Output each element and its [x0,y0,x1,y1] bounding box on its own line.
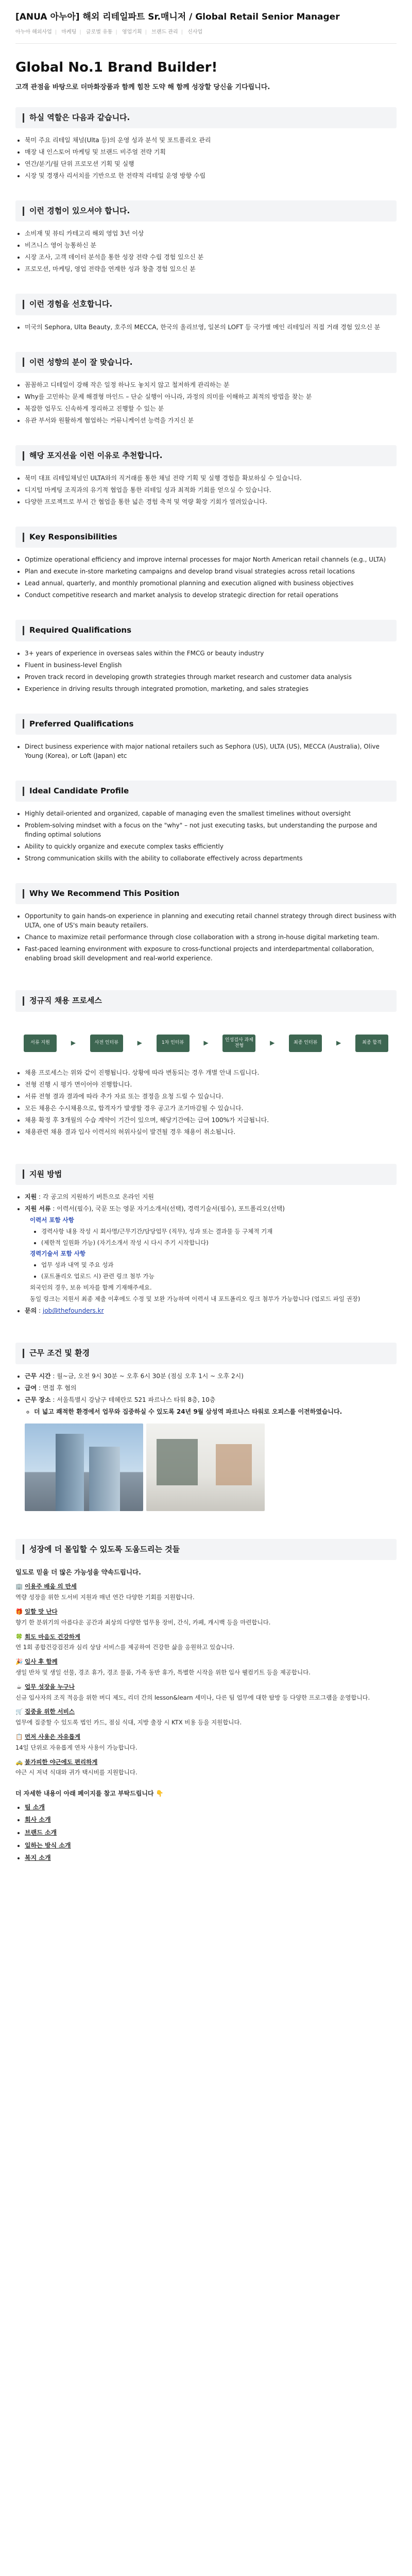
section-header [15,200,397,222]
section-required-qualifications [15,620,397,693]
list-item: • 채용 확정 후 3개월의 수습 계약이 기간이 있으며, 해당기간에는 급여 100%가 지급됩니다. [25,1115,397,1125]
section-title: 정규직 채용 프로세스 [29,996,102,1006]
benefit-text: 야근 시 저녁 식대와 귀가 택시비를 지원합니다. [15,1769,138,1776]
tag[interactable]: 마케팅 [61,29,77,35]
sub-list-item: 동일 링크는 지원서 최종 제출 이후에도 수정 및 보완 가능하며 이력서 내 포트폴리오 링크 첨부가 가능합니다 (업로드 파일 권장) [30,1295,360,1302]
office-building-photo [25,1423,143,1511]
sub-list-item: • 경력사항 내용 작성 시 회사명/근무기간/담당업무 (직무), 성과 또는 결과물 등 구체적 기재 [41,1227,397,1236]
section-role [15,107,397,180]
list-item: • 연간/분기/월 단위 프로모션 기획 및 실행 [25,159,397,168]
section-title: 이런 성향의 분이 잘 맞습니다. [29,357,133,367]
contact-email-link[interactable]: job@thefounders.kr [42,1307,104,1315]
list-item: • 디지털 마케팅 조직과의 유기적 협업을 통한 리테일 성과 최적화 기회를 얻으실 수 있습니다. [25,485,397,495]
section-header [15,1343,397,1364]
list-item: • 다양한 프로젝트로 부서 간 협업을 통한 넓은 경험 축적 및 역량 확장 기회가 열려있습니다. [25,497,397,506]
list-item: • Highly detail-oriented and organized, capable of managing even the smallest timelines without oversight [25,809,397,818]
tag-list: 아누아 해외사업 | 마케팅 | 글로벌 유통 | 영업기획 | 브랜드 관리 | 신사업 [15,28,397,44]
section-title: 근무 조건 및 환경 [29,1348,90,1358]
list-item: • Ability to quickly organize and execute complex tasks efficiently [25,842,397,851]
list-item: • 3+ years of experience in overseas sales within the FMCG or beauty industry [25,649,397,658]
benefit-text: 신규 입사자의 조직 적응을 위한 버디 제도, 리더 간의 lesson&learn 세미나, 다른 팀 업무에 대한 탐방 등 다양한 프로그램을 운영합니다. [15,1693,370,1701]
item-text: 이력서(필수), 국문 또는 영문 자기소개서(선택), 경력기술서(필수), 포트폴리오(선택) [57,1205,285,1212]
sub-list-item: 외국인의 경우, 보유 비자를 함께 기재해주세요. [30,1283,152,1291]
tag[interactable]: 글로벌 유통 [85,29,113,35]
benefit-text: 생일 반차 및 생일 선물, 경조 휴가, 경조 물품, 가족 동반 휴가, 특별한 시작을 위한 입사 웰컴키트 등을 제공합니다. [15,1668,311,1676]
section-header [15,781,397,802]
benefit-title: 먼저 사용은 자유롭게 [25,1733,80,1740]
process-step: 인성검사 과제 전형 [222,1035,255,1052]
list-item: • 비즈니스 영어 능통하신 분 [25,241,397,250]
list-item: • Strong communication skills with the ability to collaborate effectively across departments [25,854,397,863]
list-item: • Why를 고민하는 문제 해결형 마인드 – 단순 실행이 아니라, 과정의 의미를 이해하고 최적의 방법을 찾는 분 [25,392,397,401]
list-item: • Plan and execute in-store marketing campaigns and develop brand visual strategies across retail locations [25,567,397,576]
section-title: Preferred Qualifications [29,719,134,728]
section-title: 성장에 더 몰입할 수 있도록 도움드리는 것들 [29,1544,180,1554]
benefit-title: 불가피한 야근에도 편리하게 [25,1758,98,1766]
sub-list-item [30,1216,397,1247]
section-header [15,527,397,548]
section-header [15,445,397,466]
benefit-title: 회도 마음도 건강하게 [25,1633,80,1640]
item-label: 문의 [25,1307,37,1315]
section-header [15,714,397,735]
arrow-right-icon: ▶ [336,1039,341,1047]
benefit-item [15,1733,397,1753]
section-header [15,352,397,373]
section-title: Why We Recommend This Position [29,889,180,899]
hero-title: Global No.1 Brand Builder! [15,60,218,76]
section-why-recommend [15,883,397,963]
process-step: 사전 인터뷰 [90,1035,123,1052]
sub-list-item: • (포트폴리오 업로드 시) 관련 링크 첨부 가능 [41,1272,397,1281]
list-item: • 지원 서류 : 이력서(필수), 국문 또는 영문 자기소개서(선택), 경력기술서(필수), 포트폴리오(선택) [25,1204,397,1213]
benefit-item [15,1707,397,1727]
section-ideal-candidate [15,781,397,863]
process-step: 최종 인터뷰 [289,1035,322,1052]
cart-icon: 🛒 [15,1708,23,1716]
sub-list-item: ◦ 더 넓고 쾌적한 환경에서 업무와 집중하실 수 있도록 24년 9월 삼성역 파르나스 타워로 오피스를 이전하였습니다. [34,1407,397,1416]
office-interior-photo [146,1423,265,1511]
list-item: • Direct business experience with major national retailers such as Sephora (US), ULTA (US), MECCA (Australia), Olive Young (Korea), or Loft (Japan) etc [25,742,397,760]
section-header [15,1539,397,1560]
section-title: Required Qualifications [29,625,132,635]
gift-icon: 🎁 [15,1607,23,1615]
item-text: 월~금, 오전 9시 30분 ~ 오후 6시 30분 (점심 오후 1시 ~ 오후 2시) [57,1372,244,1380]
tag[interactable]: 신사업 [187,29,203,35]
item-label: 근무 시간 [25,1372,51,1380]
clover-icon: 🍀 [15,1633,23,1640]
section-process [15,990,397,1136]
list-item: • 미국의 Sephora, Ulta Beauty, 호주의 MECCA, 한국의 올리브영, 일본의 LOFT 등 국가별 메인 리테일러 직접 거래 경험 있으신 분 [25,323,397,332]
list-item: • 서류 전형 결과 결과에 따라 추가 자료 또는 결정을 요청 드릴 수 있습니다. [25,1092,397,1101]
benefit-title: 업무 성장을 누구나 [25,1683,75,1690]
benefit-text: 향기 한 분위기의 아름다운 공간과 최상의 다양한 업무용 장비, 간식, 카페, 캐시백 등을 마련합니다. [15,1618,271,1626]
job-title: [ANUA 아누아] 해외 리테일파트 Sr.매니저 / Global Retail Senior Manager [15,12,340,22]
benefit-title: 입사 후 함께 [25,1658,58,1666]
list-item: • Chance to maximize retail performance through close collaboration with a strong in-house digital marketing team. [25,933,397,942]
building-icon: 🏢 [15,1583,23,1590]
section-growth [15,1539,397,1863]
section-fit [15,352,397,425]
section-header [15,990,397,1011]
sub-list-item: • (제한적 일원화 가능) (자기소개서 작성 시 다시 주기 시작합니다) [41,1239,397,1248]
list-item: • 전형 진행 시 평가 면이어야 진행합니다. [25,1080,397,1089]
process-steps [15,1019,397,1065]
closing-text: 더 자세한 내용이 아래 페이지를 참고 부탁드립니다 👇 [15,1790,164,1798]
process-step: 서류 지원 [24,1035,57,1052]
item-text: 서울특별시 강남구 테헤란로 521 파르나스 타워 8층, 10층 [57,1396,216,1403]
list-item: • 문의 : job@thefounders.kr [25,1306,397,1315]
list-item: • Problem-solving mindset with a focus on the "why" – not just executing tasks, but understanding the purpose and finding optimal solutions [25,821,397,839]
list-item: • 지원 : 각 공고의 지원하기 버튼으로 온라인 지원 [25,1192,397,1201]
benefit-title: 집중을 위한 서비스 [25,1708,75,1716]
list-item: • Proven track record in developing growth strategies through market research and customer data analysis [25,672,397,682]
arrow-right-icon: ▶ [71,1039,76,1047]
arrow-right-icon: ▶ [203,1039,209,1047]
sub-list-item [30,1249,397,1281]
section-title: Ideal Candidate Profile [29,786,129,795]
footer-link-team[interactable]: • 팀 소개 [25,1803,397,1812]
tag[interactable]: 아누아 해외사업 [15,29,52,35]
benefit-item [15,1633,397,1653]
benefit-text: 연 1회 종합건강검진과 심리 상담 서비스를 제공하여 건강한 삶을 응원하고 있습니다. [15,1643,235,1651]
benefit-item [15,1683,397,1703]
list-item: • 프로모션, 마케팅, 영업 전략을 연계한 성과 창출 경험 있으신 분 [25,264,397,274]
sub-list-item: • 업무 성과 내역 및 주요 성과 [41,1261,397,1270]
clipboard-icon: 📋 [15,1733,23,1740]
item-text: 면접 후 협의 [42,1384,77,1392]
section-header [15,107,397,128]
footer-link-benefits[interactable]: • 복지 소개 [25,1853,397,1863]
list-item: • 시장 조사, 고객 데이터 분석을 통한 성장 전략 수립 경험 있으신 분 [25,252,397,262]
list-item: • 소비재 및 뷰티 카테고리 해외 영업 3년 이상 [25,229,397,238]
process-step: 최종 합격 [355,1035,388,1052]
benefit-item [15,1758,397,1778]
section-title: 하실 역할은 다음과 같습니다. [29,112,130,122]
list-item: • 근무 장소 : 서울특별시 강남구 테헤란로 521 파르나스 타워 8층, 10층 ◦ 더 넓고 쾌적한 환경에서 업무와 집중하실 수 있도록 24년 9월 삼성역 파르나스 타워로 오피스를 이전하였습니다. [25,1395,397,1416]
section-preferred-qualifications [15,714,397,760]
list-item: • Experience in driving results through integrated promotion, marketing, and sales strategies [25,684,397,693]
hero-subtitle: 고객 관점을 바탕으로 더마화장품과 함께 힘찬 도약 해 함께 성장할 당신을 기다립니다. [15,83,270,91]
benefit-text: 업무에 집중할 수 있도록 법인 카드, 점심 식대, 지방 출장 시 KTX 비용 등을 지원합니다. [15,1719,242,1726]
section-title: Key Responsibilities [29,532,117,542]
section-preferred [15,294,397,331]
footer-link-company[interactable]: • 회사 소개 [25,1815,397,1825]
list-item: • 북미 대표 리테일채널인 ULTA와의 직거래를 통한 채널 전략 기획 및 실행 경험을 확보하실 수 있습니다. [25,473,397,483]
growth-intro: 일도로 믿을 더 많은 가능성을 약속드립니다. [15,1568,141,1576]
list-item: • Lead annual, quarterly, and monthly promotional planning and execution aligned with business objectives [25,579,397,588]
section-title: 지원 방법 [29,1169,62,1179]
list-item: • Fluent in business-level English [25,660,397,670]
sub-list-label: 이력서 포함 사항 [30,1216,74,1224]
list-item: • Fast-paced learning environment with exposure to cross-functional projects and interdepartmental collaboration, enabling broad skill development and real-world experience. [25,944,397,963]
list-item: • Optimize operational efficiency and improve internal processes for major North American retail channels (e.g., ULTA) [25,555,397,564]
item-label: 지원 서류 [25,1205,51,1212]
list-item: • 채용 프로세스는 위와 같이 진행됩니다. 상황에 따라 변동되는 경우 개별 안내 드립니다. [25,1068,397,1077]
section-apply [15,1164,397,1316]
section-recommend [15,445,397,506]
section-title: 이런 경험을 선호합니다. [29,299,113,309]
process-step: 1차 인터뷰 [157,1035,190,1052]
section-title: 해당 포지션을 이런 이유로 추천합니다. [29,450,163,460]
list-item: • 북미 주요 리테일 채널(Ulta 등)의 운영 성과 분석 및 포트폴리오 관리 [25,135,397,145]
tag[interactable]: 브랜드 관리 [151,29,178,35]
section-experience [15,200,397,274]
list-item: • 유관 부서와 원활하게 협업하는 커뮤니케이션 능력을 가지신 분 [25,416,397,425]
list-item: • Opportunity to gain hands-on experience in planning and executing retail channel strategy through direct business with ULTA, one of US's main beauty retailers. [25,911,397,930]
tag[interactable]: 영업기획 [122,29,142,35]
section-header [15,1164,397,1185]
arrow-right-icon: ▶ [137,1039,142,1047]
item-label: 근무 장소 [25,1396,51,1403]
benefit-title: 이용주 배움 의 만세 [25,1583,77,1590]
benefit-item [15,1607,397,1628]
sub-list-label: 경력기술서 포함 사항 [30,1250,85,1258]
item-label: 급여 [25,1384,37,1392]
list-item: • 매장 내 인스토어 마케팅 및 브랜드 비주얼 전략 기획 [25,147,397,157]
item-label: 지원 [25,1193,37,1200]
section-header [15,620,397,641]
section-work-conditions [15,1343,397,1511]
list-item: • 꼼꼼하고 디테일이 강해 작은 일정 하나도 놓치지 않고 철저하게 관리하는 분 [25,380,397,389]
office-photos [25,1423,397,1511]
list-item: • 채용관련 채용 결과 입사 이력서의 허위사실이 발견될 경우 채용이 취소됩니다. [25,1127,397,1137]
taxi-icon: 🚕 [15,1758,23,1766]
list-item: • 복잡한 업무도 신속하게 정리하고 진행할 수 있는 분 [25,404,397,413]
list-item: • 모든 채용은 수시채용으로, 합격자가 발생할 경우 공고가 조기마감될 수 있습니다. [25,1104,397,1113]
party-icon: 🎉 [15,1658,23,1666]
benefit-item [15,1582,397,1602]
section-title: 이런 경험이 있으셔야 합니다. [29,206,130,216]
benefit-title: 일할 맛 난다 [25,1607,58,1615]
arrow-right-icon: ▶ [270,1039,275,1047]
footer-link-brand[interactable]: • 브랜드 소개 [25,1828,397,1838]
coffee-icon: ☕ [16,1683,22,1690]
list-item: • 시장 및 경쟁사 리서치를 기반으로 한 전략적 리테일 운영 방향 수립 [25,171,397,180]
benefit-text: 14일 단위로 자유롭게 연차 사용이 가능합니다. [15,1743,138,1751]
item-text: 각 공고의 지원하기 버튼으로 온라인 지원 [42,1193,154,1200]
list-item: • Conduct competitive research and market analysis to develop strategic direction for retail operations [25,590,397,600]
benefit-text: 역량 성장을 위한 도서비 지원과 매년 연간 다양한 기회를 지원합니다. [15,1594,195,1601]
footer-link-workstyle[interactable]: • 일하는 방식 소개 [25,1841,397,1851]
section-header [15,294,397,315]
benefit-item [15,1657,397,1677]
list-item: • 급여 : 면접 후 협의 [25,1383,397,1393]
section-key-responsibilities [15,527,397,600]
section-header [15,883,397,904]
list-item: • 근무 시간 : 월~금, 오전 9시 30분 ~ 오후 6시 30분 (점심 오후 1시 ~ 오후 2시) [25,1371,397,1381]
